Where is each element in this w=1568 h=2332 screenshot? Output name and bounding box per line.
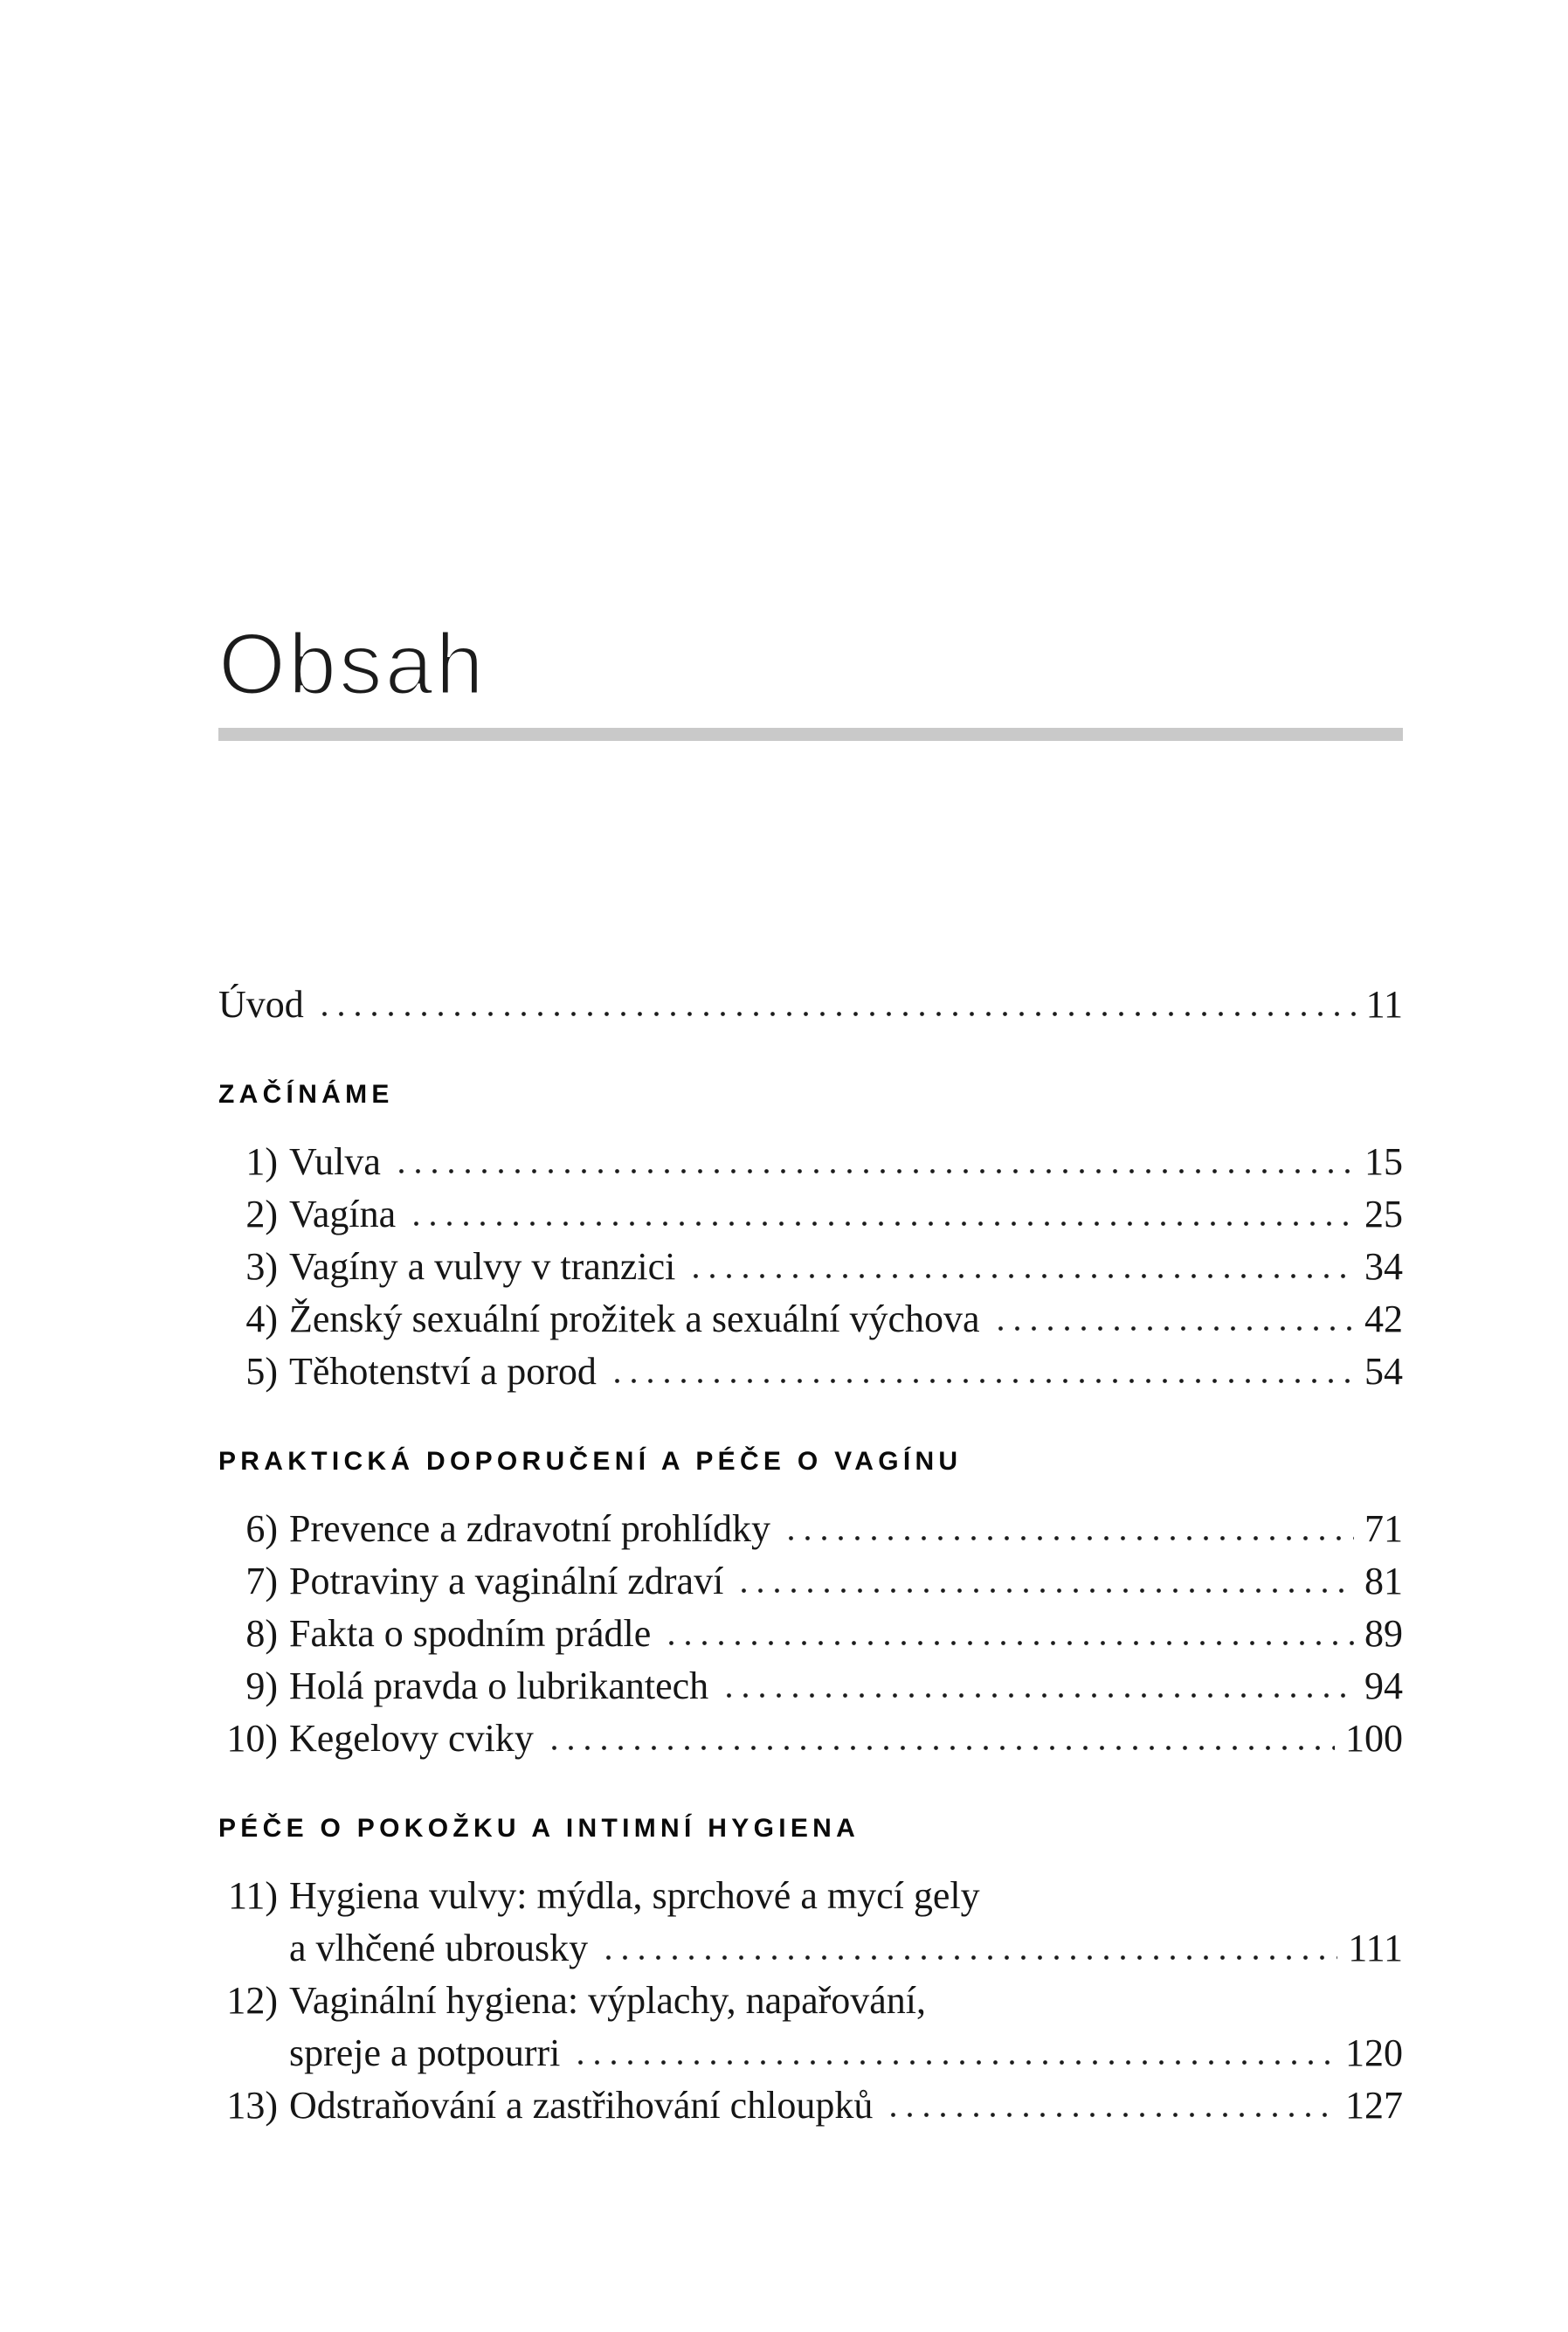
dot-leader xyxy=(992,1325,1354,1332)
toc-entry-page: 89 xyxy=(1364,1612,1403,1655)
toc-entry-page: 127 xyxy=(1345,2084,1403,2127)
dot-leader xyxy=(783,1535,1354,1541)
toc-entry-label: Odstraňování a zastřihování chloupků xyxy=(289,2084,874,2127)
section-heading: PRAKTICKÁ DOPORUČENÍ A PÉČE O VAGÍNU xyxy=(218,1447,963,1476)
toc-entry-number: 10) xyxy=(226,1717,278,1760)
toc-entry-number: 9) xyxy=(245,1664,278,1707)
toc-row xyxy=(218,1713,1403,1765)
toc-entry-label: Vagína xyxy=(289,1193,397,1235)
dot-leader xyxy=(408,1221,1354,1227)
toc-entry-number: 7) xyxy=(245,1560,278,1602)
dot-leader xyxy=(736,1588,1354,1594)
toc-entry-label: Hygiena vulvy: mýdla, sprchové a mycí gely xyxy=(289,1874,980,1917)
toc-row xyxy=(218,1293,1403,1346)
toc-entry-label: Prevence a zdravotní prohlídky xyxy=(289,1507,771,1550)
toc-row xyxy=(218,1136,1403,1188)
dot-leader xyxy=(316,1011,1356,1017)
toc-entry-label: Kegelovy cviky xyxy=(289,1717,534,1760)
dot-leader xyxy=(687,1273,1354,1279)
toc-row xyxy=(218,1346,1403,1398)
toc-entry-label: Vaginální hygiena: výplachy, napařování, xyxy=(289,1979,927,2022)
toc-entry-label: a vlhčené ubrousky xyxy=(289,1927,589,1969)
toc-entry-page: 111 xyxy=(1348,1927,1403,1969)
toc-section xyxy=(218,1447,1403,1765)
dot-leader xyxy=(885,2112,1335,2118)
toc-section xyxy=(218,1080,1403,1398)
toc-entry-number: 2) xyxy=(245,1193,278,1235)
toc-entry-page: 42 xyxy=(1364,1297,1403,1340)
toc-entry-number: 5) xyxy=(245,1350,278,1393)
toc-entry-page: 11 xyxy=(1365,983,1403,1026)
toc-entry-page: 71 xyxy=(1364,1507,1403,1550)
toc-entry-label: Těhotenství a porod xyxy=(289,1350,597,1393)
toc-row xyxy=(218,1660,1403,1713)
dot-leader xyxy=(600,1955,1337,1961)
toc-entry-label: Vagíny a vulvy v tranzici xyxy=(289,1245,676,1288)
toc-entry-page: 81 xyxy=(1364,1560,1403,1602)
toc-row xyxy=(218,1975,1403,2027)
toc-entry-label: spreje a potpourri xyxy=(289,2031,561,2074)
toc-entry-page: 94 xyxy=(1364,1664,1403,1707)
section-heading: PÉČE O POKOŽKU A INTIMNÍ HYGIENA xyxy=(218,1814,860,1843)
toc-entry-label: Potraviny a vaginální zdraví xyxy=(289,1560,724,1602)
toc-row xyxy=(218,1241,1403,1293)
dot-leader xyxy=(609,1378,1354,1384)
toc-entry-page: 54 xyxy=(1364,1350,1403,1393)
toc-row xyxy=(218,1870,1403,1922)
toc-entry-label: Vulva xyxy=(289,1140,381,1183)
toc-section xyxy=(218,1814,1403,2132)
toc-entry-label: Ženský sexuální prožitek a sexuální výchova xyxy=(289,1297,980,1340)
toc-entry-number: 8) xyxy=(245,1612,278,1655)
dot-leader xyxy=(546,1745,1335,1751)
page-title: Obsah xyxy=(218,615,487,712)
dot-leader xyxy=(572,2059,1335,2066)
toc-entry-page: 15 xyxy=(1364,1140,1403,1183)
toc-entry-number: 12) xyxy=(226,1979,278,2022)
toc-entry-page: 34 xyxy=(1364,1245,1403,1288)
toc-row-intro xyxy=(218,979,1403,1031)
toc-entry-label: Úvod xyxy=(218,983,304,1026)
toc-sections xyxy=(218,1080,1403,2132)
toc-row xyxy=(218,1503,1403,1555)
toc-row xyxy=(218,1555,1403,1608)
toc-entry-page: 25 xyxy=(1364,1193,1403,1235)
dot-leader xyxy=(721,1692,1354,1699)
toc-entry-label: Holá pravda o lubrikantech xyxy=(289,1664,709,1707)
dot-leader xyxy=(663,1640,1354,1646)
toc-entry-number: 13) xyxy=(226,2084,278,2127)
toc-row xyxy=(218,1922,1403,1975)
toc-entry-page: 120 xyxy=(1345,2031,1403,2074)
toc-entry-number: 4) xyxy=(245,1297,278,1340)
toc-content xyxy=(218,0,1403,2132)
title-divider xyxy=(218,728,1403,741)
toc-entry-number: 3) xyxy=(245,1245,278,1288)
toc-row xyxy=(218,2027,1403,2079)
toc-row xyxy=(218,2079,1403,2132)
toc-entry-number: 6) xyxy=(245,1507,278,1550)
section-heading: ZAČÍNÁME xyxy=(218,1080,394,1109)
toc-entry-page: 100 xyxy=(1345,1717,1403,1760)
toc-entry-number: 1) xyxy=(245,1140,278,1183)
toc-row xyxy=(218,1188,1403,1241)
toc-entry-number: 11) xyxy=(227,1874,278,1917)
toc-row xyxy=(218,1608,1403,1660)
toc-entry-label: Fakta o spodním prádle xyxy=(289,1612,652,1655)
dot-leader xyxy=(393,1168,1354,1174)
